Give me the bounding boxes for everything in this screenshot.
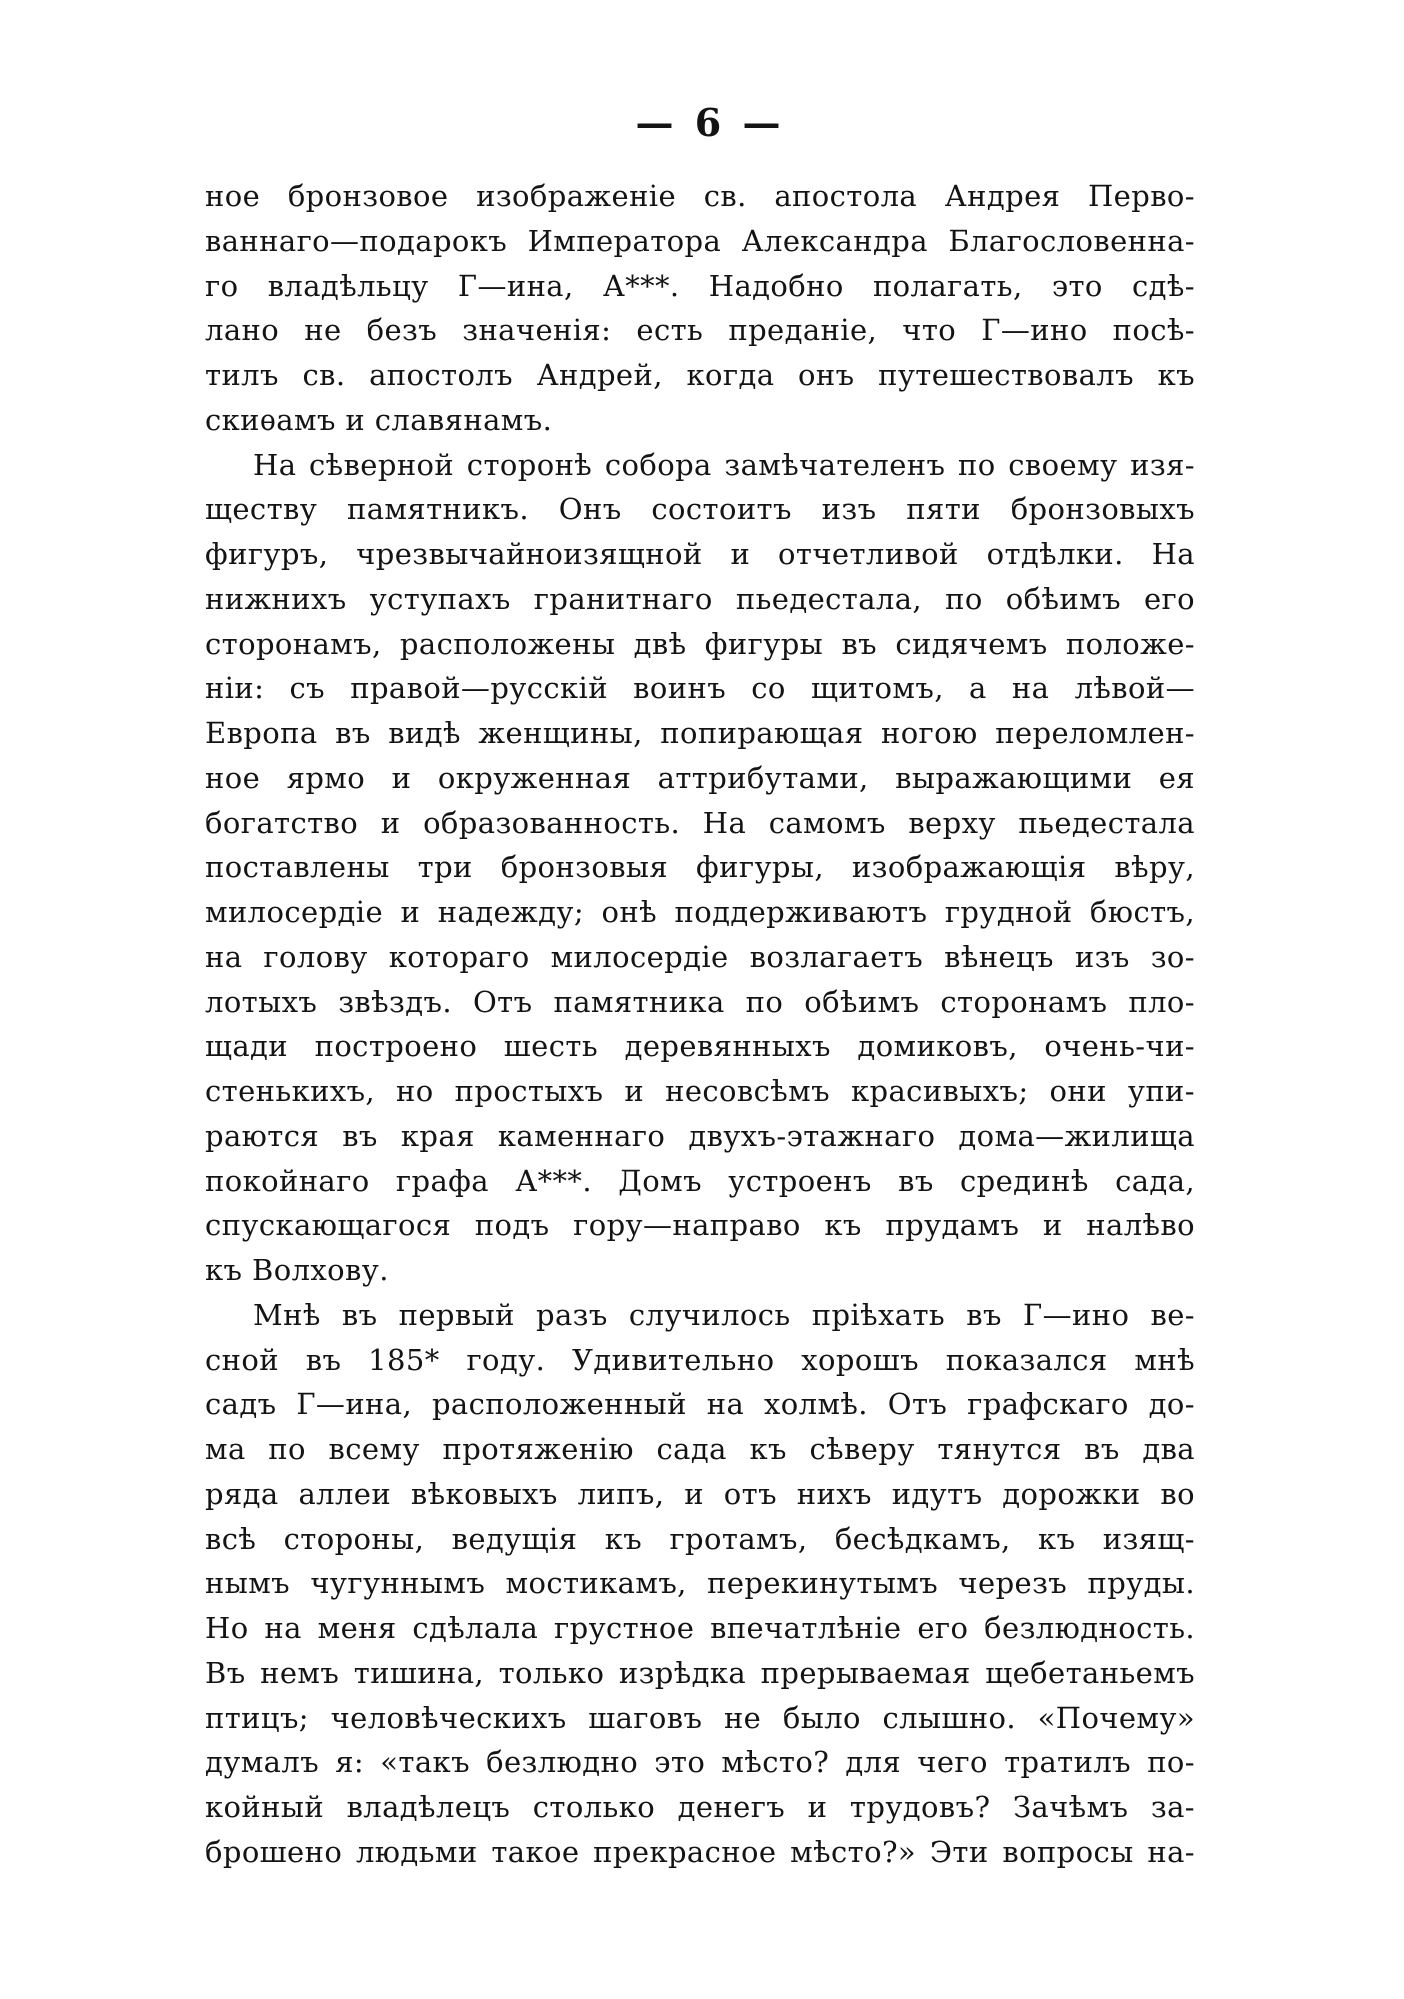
text-line: покойнаго графа А***. Домъ устроенъ въ срединѣ сада, xyxy=(205,1163,1195,1198)
text-line: всѣ стороны, ведущія къ гротамъ, бесѣдкамъ, къ изящ- xyxy=(205,1521,1195,1556)
text-line: ществу памятникъ. Онъ состоитъ изъ пяти бронзовыхъ xyxy=(205,492,1195,527)
text-line: милосердіе и надежду; онѣ поддерживаютъ грудной бюстъ, xyxy=(205,895,1195,929)
text-line: нижнихъ уступахъ гранитнаго пьедестала, по обѣимъ его xyxy=(205,581,1195,616)
text-line: лотыхъ звѣздъ. Отъ памятника по обѣимъ сторонамъ пло- xyxy=(205,984,1195,1019)
text-line: ное бронзовое изображеніе св. апостола Андрея Перво- xyxy=(205,179,1195,213)
text-line: Европа въ видѣ женщины, попирающая ногою переломлен- xyxy=(205,716,1195,750)
text-line: птицъ; человѣческихъ шаговъ не было слышно. «Почему» xyxy=(205,1700,1195,1735)
paragraph-3 xyxy=(205,1293,1195,1875)
text-line: Но на меня сдѣлала грустное впечатлѣніе его безлюдность. xyxy=(205,1611,1195,1645)
paragraph-1 xyxy=(205,174,1195,443)
paragraph-2 xyxy=(205,443,1195,1293)
text-line: щади построено шесть деревянныхъ домиковъ, очень-чи- xyxy=(205,1029,1195,1064)
text-line: сторонамъ, расположены двѣ фигуры въ сидячемъ положе- xyxy=(205,626,1195,661)
text-line: раются въ края каменнаго двухъ-этажнаго дома—жилища xyxy=(205,1118,1195,1153)
text-line: фигуръ, чрезвычайноизящной и отчетливой отдѣлки. На xyxy=(205,537,1195,571)
text-line: садъ Г—ина, расположенный на холмѣ. Отъ графскаго до- xyxy=(205,1387,1195,1422)
text-line: брошено людьми такое прекрасное мѣсто?» Эти вопросы на- xyxy=(205,1834,1195,1869)
text-line: къ Волхову. xyxy=(205,1253,389,1287)
text-line: На сѣверной сторонѣ собора замѣчателенъ по своему изя- xyxy=(253,447,1195,482)
text-line: Въ немъ тишина, только изрѣдка прерываемая щебетаньемъ xyxy=(205,1655,1195,1690)
text-line: ваннаго—подарокъ Императора Александра Благословенна- xyxy=(205,223,1195,258)
text-line: сной въ 185* году. Удивительно хорошъ показался мнѣ xyxy=(205,1342,1195,1377)
text-line: богатство и образованность. На самомъ верху пьедестала xyxy=(205,805,1195,840)
body-text xyxy=(205,174,1195,1875)
text-line: ніи: съ правой—русскій воинъ со щитомъ, а на лѣвой— xyxy=(205,671,1195,706)
text-line: ма по всему протяженію сада къ сѣверу тянутся въ два xyxy=(205,1432,1195,1466)
text-line: стенькихъ, но простыхъ и несовсѣмъ красивыхъ; они упи- xyxy=(205,1074,1195,1108)
text-line: думалъ я: «такъ безлюдно это мѣсто? для чего тратилъ по- xyxy=(205,1745,1195,1780)
text-line: на голову котораго милосердіе возлагаетъ вѣнецъ изъ зо- xyxy=(205,939,1195,974)
text-line: лано не безъ значенія: есть преданіе, что Г—ино посѣ- xyxy=(205,313,1195,348)
text-line: ное ярмо и окруженная аттрибутами, выражающими ея xyxy=(205,760,1195,795)
text-line: тилъ св. апостолъ Андрей, когда онъ путешествовалъ къ xyxy=(205,358,1195,392)
text-line: скиѳамъ и славянамъ. xyxy=(205,402,553,437)
page-number: — 6 — xyxy=(635,100,785,145)
text-line: го владѣльцу Г—ина, А***. Надобно полагать, это сдѣ- xyxy=(205,268,1195,303)
text-line: поставлены три бронзовыя фигуры, изображающія вѣру, xyxy=(205,850,1195,885)
text-line: нымъ чугуннымъ мостикамъ, перекинутымъ черезъ пруды. xyxy=(205,1566,1195,1601)
text-line: Мнѣ въ первый разъ случилось пріѣхать въ Г—ино ве- xyxy=(253,1297,1195,1332)
text-line: ряда аллеи вѣковыхъ липъ, и отъ нихъ идутъ дорожки во xyxy=(205,1476,1195,1511)
text-line: спускающагося подъ гору—направо къ прудамъ и налѣво xyxy=(205,1208,1195,1243)
text-line: койный владѣлецъ столько денегъ и трудовъ? Зачѣмъ за- xyxy=(205,1790,1195,1824)
